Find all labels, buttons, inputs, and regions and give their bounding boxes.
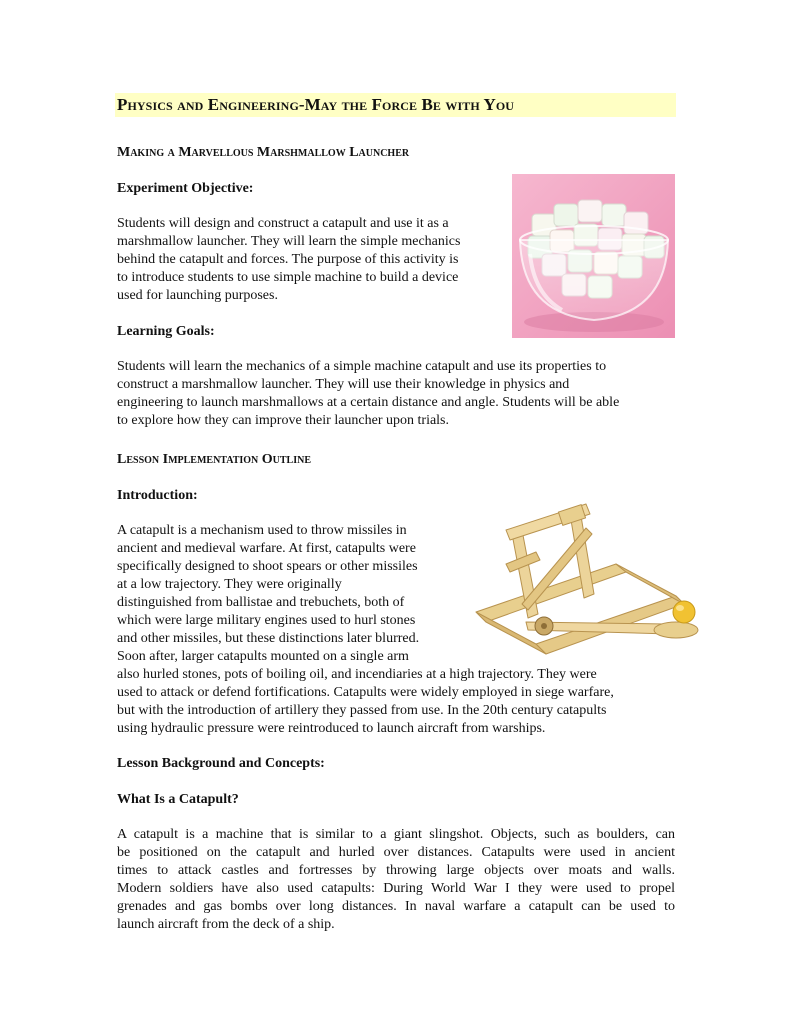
text-line: used for launching purposes. xyxy=(117,288,278,303)
text-line: A catapult is a machine that is similar to a giant slingshot. Objects, such as boulders, can xyxy=(117,827,675,842)
introduction-heading: Introduction: xyxy=(117,488,198,503)
background-concepts-heading: Lesson Background and Concepts: xyxy=(117,756,325,771)
text-line: Students will design and construct a catapult and use it as a xyxy=(117,216,449,231)
learning-goals-heading: Learning Goals: xyxy=(117,324,215,339)
document-title: Physics and Engineering-May the Force Be with You xyxy=(117,95,515,114)
text-line: ancient and medieval warfare. At first, catapults were xyxy=(117,541,416,556)
marshmallow-bowl-image xyxy=(512,174,675,338)
text-line: also hurled stones, pots of boiling oil, and incendiaries at a high trajectory. They were xyxy=(117,667,597,682)
text-line: but with the introduction of artillery they passed from use. In the 20th century catapults xyxy=(117,703,607,718)
text-line: launch aircraft from the deck of a ship. xyxy=(117,917,335,932)
text-line: engineering to launch marshmallows at a certain distance and angle. Students will be able xyxy=(117,395,620,410)
section-heading-lesson-outline: Lesson Implementation Outline xyxy=(117,452,311,467)
objective-heading: Experiment Objective: xyxy=(117,181,254,196)
text-line: Students will learn the mechanics of a simple machine catapult and use its properties to xyxy=(117,359,607,374)
text-line: marshmallow launcher. They will learn the simple mechanics xyxy=(117,234,461,249)
text-line: times to attack castles and fortresses by throwing large objects over moats and walls. xyxy=(117,863,675,878)
text-line: grenades and gas bombs over long distances. In naval warfare a catapult can be used to xyxy=(117,899,675,914)
text-line: be positioned on the catapult and hurled over distances. Catapults were used in ancient xyxy=(117,845,675,860)
text-line: at a low trajectory. They were originally xyxy=(117,577,342,592)
text-line: A catapult is a mechanism used to throw missiles in xyxy=(117,523,407,538)
text-line: which were large military engines used to hurl stones xyxy=(117,613,416,628)
text-line: Modern soldiers have also used catapults: During World War I they were used to propel xyxy=(117,881,675,896)
what-is-catapult-heading: What Is a Catapult? xyxy=(117,792,239,807)
text-line: distinguished from ballistae and trebuchets, both of xyxy=(117,595,405,610)
text-line: to explore how they can improve their launcher upon trials. xyxy=(117,413,450,428)
text-line: to introduce students to use simple machine to build a device xyxy=(117,270,459,285)
text-line: and other missiles, but these distinctions later blurred. xyxy=(117,631,420,646)
objective-paragraph xyxy=(117,215,460,305)
learning-goals-paragraph xyxy=(117,358,619,430)
text-line: construct a marshmallow launcher. They will use their knowledge in physics and xyxy=(117,377,570,392)
text-line: behind the catapult and forces. The purpose of this activity is xyxy=(117,252,459,267)
text-line: using hydraulic pressure were reintroduced to launch aircraft from warships. xyxy=(117,721,546,736)
section-heading-launcher: Making a Marvellous Marshmallow Launcher xyxy=(117,145,410,160)
text-line: Soon after, larger catapults mounted on a single arm xyxy=(117,649,409,664)
catapult-illustration xyxy=(466,494,714,664)
catapult-image xyxy=(466,494,714,664)
text-line: used to attack or defend fortifications. Catapults were widely employed in siege warfare, xyxy=(117,685,614,700)
text-line: specifically designed to shoot spears or other missiles xyxy=(117,559,418,574)
marshmallow-bowl-illustration xyxy=(512,174,675,338)
what-is-catapult-paragraph xyxy=(117,826,675,934)
